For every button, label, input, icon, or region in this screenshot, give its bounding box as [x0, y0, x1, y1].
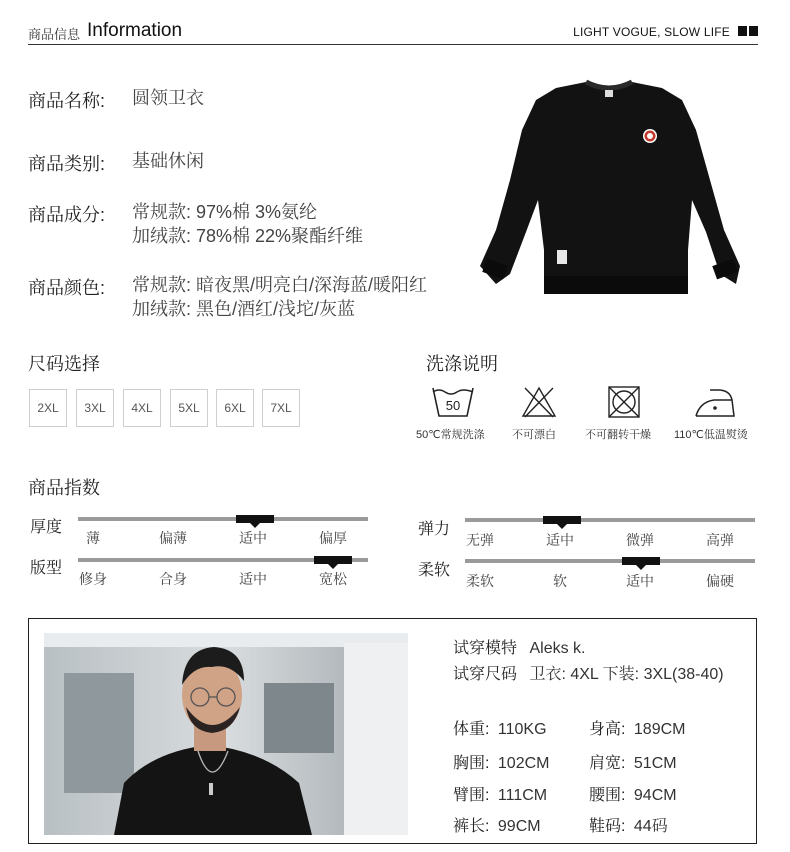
- height-label: 身高:: [589, 721, 626, 738]
- shoe-label: 鞋码:: [589, 818, 626, 835]
- thickness-tick: 偏厚: [319, 530, 347, 546]
- model-name-value: Aleks k.: [529, 640, 586, 657]
- thickness-tick: 适中: [239, 530, 267, 546]
- elasticity-tick: 高弹: [706, 532, 734, 548]
- elasticity-tick: 适中: [546, 532, 574, 548]
- inseam-value: 99CM: [497, 818, 541, 835]
- brand-mark-icon: [738, 26, 758, 36]
- header-title: Information: [87, 20, 183, 41]
- weight-row: [453, 716, 547, 739]
- size-option-4xl[interactable]: 4XL: [123, 389, 161, 427]
- softness-label: 柔软: [418, 562, 451, 579]
- elasticity-tick: 无弹: [466, 532, 494, 548]
- shoe-value: 44码: [633, 818, 668, 835]
- fit-tick: 宽松: [319, 571, 347, 587]
- chest-value: 102CM: [497, 755, 550, 772]
- name-label: 商品名称:: [28, 91, 106, 111]
- care-label-iron: 110℃低温熨烫: [674, 429, 748, 441]
- arm-row: [453, 782, 547, 805]
- softness-marker: [622, 557, 660, 565]
- elasticity-tick: 微弹: [626, 532, 654, 548]
- composition-regular: 常规款: 97%棉 3%氨纶: [132, 202, 318, 222]
- softness-tick: 适中: [626, 573, 654, 589]
- composition-fleece: 加绒款: 78%棉 22%聚酯纤维: [132, 226, 364, 246]
- care-label-wash: 50℃常规洗涤: [416, 429, 485, 441]
- fit-label: 版型: [30, 560, 63, 577]
- header-divider: [28, 44, 758, 45]
- sweatshirt-image: [474, 70, 744, 302]
- header-slogan: LIGHT VOGUE, SLOW LIFE: [573, 25, 730, 39]
- chest-row: [453, 750, 549, 773]
- height-row: [589, 716, 685, 739]
- elasticity-bar: [465, 518, 755, 522]
- chest-label: 胸围:: [453, 755, 490, 772]
- color-label: 商品颜色:: [28, 278, 106, 298]
- weight-label: 体重:: [453, 721, 490, 738]
- care-section-title: 洗涤说明: [426, 354, 498, 374]
- name-value: 圆领卫衣: [132, 88, 204, 108]
- model-name-label: 试穿模特: [453, 640, 518, 657]
- model-size-label: 试穿尺码: [453, 666, 518, 683]
- shoulder-label: 肩宽:: [589, 755, 626, 772]
- index-section-title: 商品指数: [28, 478, 100, 498]
- model-name-row: [453, 635, 585, 658]
- weight-value: 110KG: [497, 721, 547, 738]
- shoe-row: [589, 813, 668, 836]
- height-value: 189CM: [633, 721, 686, 738]
- softness-tick: 偏硬: [706, 573, 734, 589]
- size-option-2xl[interactable]: 2XL: [29, 389, 67, 427]
- care-label-dry: 不可翻转干燥: [585, 429, 651, 441]
- arm-value: 111CM: [497, 787, 548, 804]
- no-bleach-icon: [520, 384, 558, 420]
- inseam-label: 裤长:: [453, 818, 490, 835]
- color-fleece: 加绒款: 黑色/酒红/浅坨/灰蓝: [132, 299, 356, 319]
- size-option-7xl[interactable]: 7XL: [262, 389, 300, 427]
- shoulder-value: 51CM: [633, 755, 677, 772]
- thickness-tick: 薄: [86, 530, 100, 546]
- size-option-5xl[interactable]: 5XL: [170, 389, 208, 427]
- no-tumble-dry-icon: [606, 384, 642, 420]
- category-value: 基础休闲: [132, 151, 204, 171]
- waist-label: 腰围:: [589, 787, 626, 804]
- color-regular: 常规款: 暗夜黑/明亮白/深海蓝/暖阳红: [132, 275, 428, 295]
- wash-50-icon: [431, 384, 475, 420]
- elasticity-marker: [543, 516, 581, 524]
- size-section-title: 尺码选择: [28, 354, 100, 374]
- thickness-label: 厚度: [30, 519, 63, 536]
- model-size-value: 卫衣: 4XL 下装: 3XL(38-40): [529, 666, 724, 683]
- iron-low-icon: [692, 386, 738, 420]
- fit-tick: 修身: [79, 571, 107, 587]
- softness-tick: 柔软: [466, 573, 494, 589]
- wash-temp-label: 50: [445, 398, 461, 413]
- fit-tick: 适中: [239, 571, 267, 587]
- composition-label: 商品成分:: [28, 205, 106, 225]
- softness-tick: 软: [553, 573, 567, 589]
- size-option-3xl[interactable]: 3XL: [76, 389, 114, 427]
- category-label: 商品类别:: [28, 154, 106, 174]
- model-photo: [44, 633, 408, 835]
- elasticity-label: 弹力: [418, 521, 451, 538]
- fit-tick: 合身: [159, 571, 187, 587]
- header-cn: 商品信息: [28, 27, 81, 42]
- thickness-bar: [78, 517, 368, 521]
- model-size-row: [453, 661, 724, 684]
- waist-row: [589, 782, 677, 805]
- softness-bar: [465, 559, 755, 563]
- care-label-bleach: 不可漂白: [512, 429, 556, 441]
- shoulder-row: [589, 750, 677, 773]
- thickness-marker: [236, 515, 274, 523]
- size-option-6xl[interactable]: 6XL: [216, 389, 254, 427]
- thickness-tick: 偏薄: [159, 530, 187, 546]
- fit-marker: [314, 556, 352, 564]
- inseam-row: [453, 813, 541, 836]
- waist-value: 94CM: [633, 787, 677, 804]
- arm-label: 臂围:: [453, 787, 490, 804]
